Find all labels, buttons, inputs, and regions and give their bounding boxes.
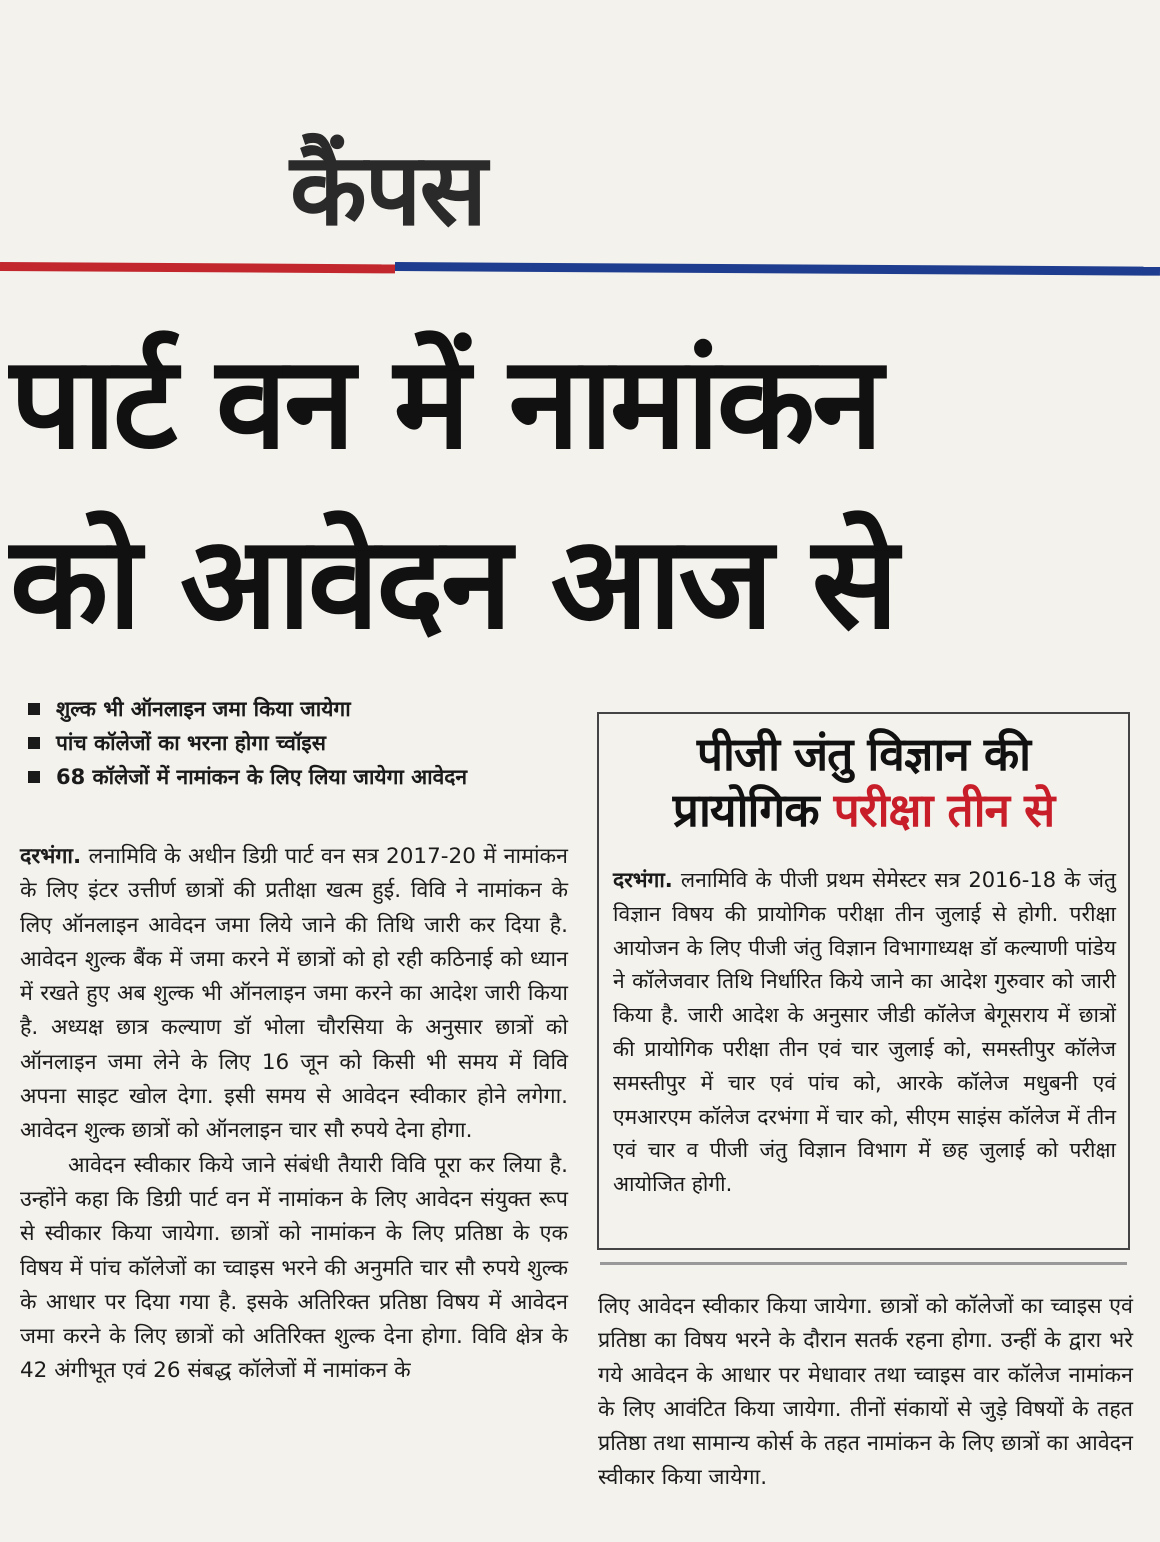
bullet-text: 68 कॉलेजों में नामांकन के लिए लिया जायेगा आवेदन: [56, 765, 468, 789]
bullet-item: [28, 692, 588, 726]
continued-column: [598, 1290, 1133, 1496]
side-story-body: [613, 864, 1116, 1202]
side-headline-line-1: पीजी जंतु विज्ञान की: [696, 727, 1031, 781]
square-bullet-icon: [28, 703, 40, 715]
side-headline-plain: प्रायोगिक: [672, 783, 819, 837]
dateline: दरभंगा.: [20, 844, 82, 869]
bullet-text: पांच कॉलेजों का भरना होगा च्वॉइस: [56, 731, 326, 755]
article-paragraph: [20, 840, 568, 1149]
side-dateline: दरभंगा.: [613, 868, 673, 892]
side-story-box: [597, 712, 1130, 1250]
side-headline-highlight: परीक्षा तीन से: [833, 783, 1055, 837]
bullet-item: [28, 726, 588, 760]
square-bullet-icon: [28, 737, 40, 749]
article-paragraph: आवेदन स्वीकार किये जाने संबंधी तैयारी विवि पूरा कर लिया है. उन्होंने कहा कि डिग्री पार्ट वन में नामांकन के लिए आवेदन संयुक्त रूप से स्वीकार किया जायेगा. छात्रों को नामांकन के लिए प्रतिष्ठा के एक विषय में पांच कॉलेजों का च्वाइस भरने की अनुमति चार सौ रुपये शुल्क के आधार पर दिया गया है. इसके अतिरिक्त प्रतिष्ठा विषय में आवेदन जमा करने के लिए छात्रों को अतिरिक्त शुल्क देना होगा. विवि क्षेत्र के 42 अंगीभूत एवं 26 संबद्ध कॉलेजों में नामांकन के: [20, 1152, 568, 1384]
summary-bullets: [28, 692, 588, 794]
bullet-text: शुल्क भी ऑनलाइन जमा किया जायेगा: [56, 697, 351, 721]
box-divider: [600, 1262, 1127, 1265]
main-article-column: [20, 840, 568, 1389]
headline-line-1: पार्ट वन में नामांकन: [10, 329, 881, 478]
headline-line-2: को आवेदन आज से: [10, 509, 896, 658]
bullet-item: [28, 760, 588, 794]
section-label: कैंपस: [290, 131, 486, 248]
side-story-paragraph: [613, 864, 1116, 1202]
side-story-text: लनामिवि के पीजी प्रथम सेमेस्टर सत्र 2016-18 के जंतु विज्ञान विषय की प्रायोगिक परीक्षा तीन जुलाई से होगी. परीक्षा आयोजन के लिए पीजी जंतु विज्ञान विभागाध्यक्ष डॉ कल्याणी पांडेय ने कॉलेजवार तिथि निर्धारित किये जाने का आदेश गुरुवार को जारी किया है. जारी आदेश के अनुसार जीडी कॉलेज बेगूसराय में छात्रों की प्रायोगिक परीक्षा तीन एवं चार जुलाई को, समस्तीपुर कॉलेज समस्तीपुर में चार एवं पांच को, आरके कॉलेज मधुबनी एवं एमआरएम कॉलेज दरभंगा में चार को, सीएम साइंस कॉलेज में तीन एवं चार व पीजी जंतु विज्ञान विभाग में छह जुलाई को परीक्षा आयोजित होगी.: [613, 868, 1116, 1197]
square-bullet-icon: [28, 771, 40, 783]
side-story-headline: [599, 726, 1128, 838]
side-headline-line-2: [599, 782, 1128, 838]
article-text: लनामिवि के अधीन डिग्री पार्ट वन सत्र 2017-20 में नामांकन के लिए इंटर उत्तीर्ण छात्रों की प्रतीक्षा खत्म हुई. विवि ने नामांकन के लिए ऑनलाइन आवेदन जमा लिये जाने की तिथि जारी कर दिया है. आवेदन शुल्क बैंक में जमा करने में छात्रों को हो रही कठिनाई को ध्यान में रखते हुए अब शुल्क भी ऑनलाइन जमा करने का आदेश जारी किया है. अध्यक्ष छात्र कल्याण डॉ भोला चौरसिया के अनुसार छात्रों को ऑनलाइन जमा लेने के लिए 16 जून को किसी भी समय में विवि अपना साइट खोल देगा. इसी समय से आवेदन स्वीकार होने लगेगा. आवेदन शुल्क छात्रों को ऑनलाइन चार सौ रुपये देना होगा.: [20, 844, 568, 1144]
section-rule-red: [0, 262, 395, 273]
section-rule-blue: [395, 262, 1160, 276]
continued-paragraph: लिए आवेदन स्वीकार किया जायेगा. छात्रों को कॉलेजों का च्वाइस एवं प्रतिष्ठा का विषय भरने के दौरान सतर्क रहना होगा. उन्हीं के द्वारा भरे गये आवेदन के आधार पर मेधावार तथा च्वाइस वार कॉलेज नामांकन के लिए आवंटित किया जायेगा. तीनों संकायों से जुड़े विषयों के तहत प्रतिष्ठा तथा सामान्य कोर्स के तहत नामांकन के लिए छात्रों का आवेदन स्वीकार किया जायेगा.: [598, 1294, 1133, 1491]
